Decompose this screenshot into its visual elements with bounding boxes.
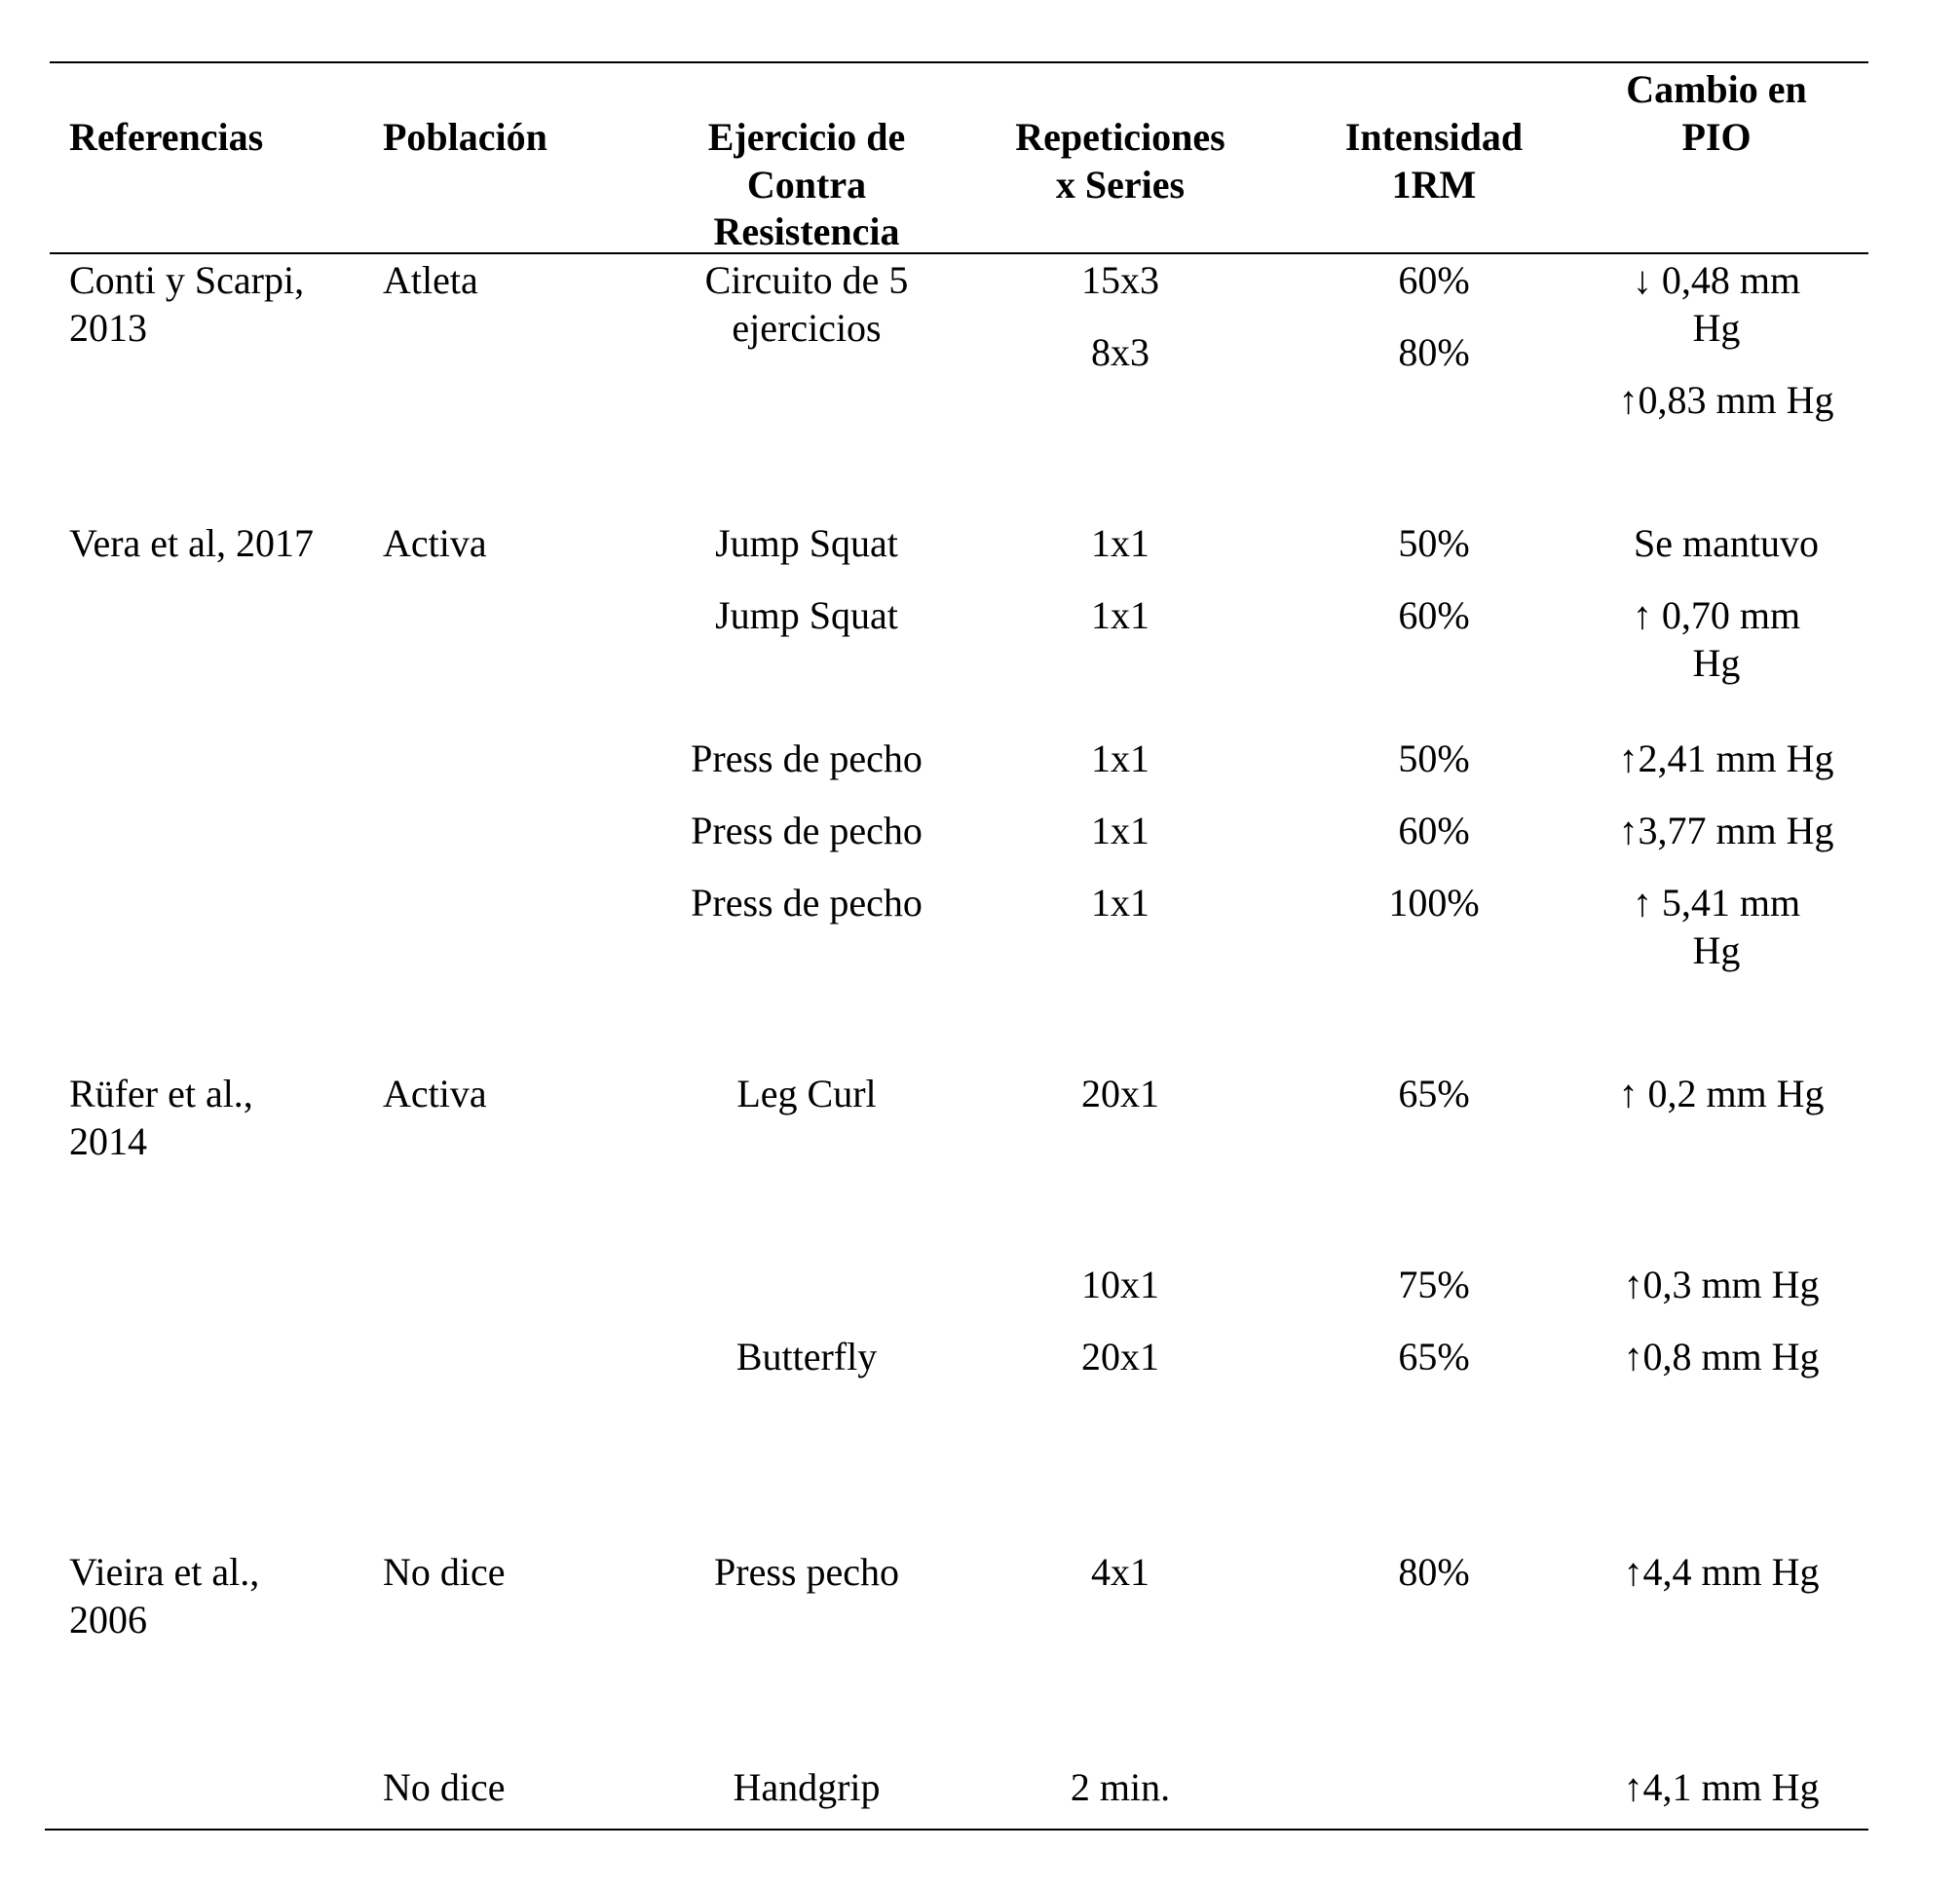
header-cambio-pio-line2: PIO — [1681, 115, 1752, 159]
vera-intensidad-1: 50% — [1398, 521, 1470, 565]
rufer-intensidad-2: 75% — [1398, 1263, 1470, 1306]
vera-cambio-pio-3: ↑2,41 mm Hg — [1618, 736, 1834, 780]
conti-repeticiones-b: 8x3 — [1091, 330, 1150, 374]
conti-cambio-pio-a-line1: ↓ 0,48 mm — [1632, 258, 1801, 302]
vera-cambio-pio-1: Se mantuvo — [1634, 521, 1819, 565]
vera-cambio-pio-5-line1: ↑ 5,41 mm — [1632, 881, 1801, 925]
header-referencias: Referencias — [69, 115, 264, 159]
rufer-intensidad-3: 65% — [1398, 1335, 1470, 1378]
rufer-referencia-line2: 2014 — [69, 1119, 147, 1163]
vera-repeticiones-3: 1x1 — [1091, 736, 1150, 780]
vieira-poblacion-2: No dice — [383, 1765, 506, 1809]
conti-intensidad-a: 60% — [1398, 258, 1470, 302]
rufer-poblacion: Activa — [383, 1072, 487, 1115]
vera-intensidad-2: 60% — [1398, 593, 1470, 637]
vieira-intensidad-1: 80% — [1398, 1550, 1470, 1594]
rufer-cambio-pio-3: ↑0,8 mm Hg — [1623, 1335, 1820, 1378]
header-ejercicio-line2: Contra — [746, 163, 867, 207]
rufer-repeticiones-1: 20x1 — [1081, 1072, 1159, 1115]
vera-ejercicio-2: Jump Squat — [715, 593, 898, 637]
header-repeticiones-line1: Repeticiones — [1015, 115, 1225, 159]
vera-intensidad-5: 100% — [1388, 881, 1480, 925]
vera-intensidad-4: 60% — [1398, 809, 1470, 852]
vieira-repeticiones-1: 4x1 — [1091, 1550, 1150, 1594]
header-intensidad-line2: 1RM — [1391, 163, 1477, 207]
header-intensidad-line1: Intensidad — [1344, 115, 1524, 159]
rufer-cambio-pio-2: ↑0,3 mm Hg — [1623, 1263, 1820, 1306]
bottom-rule — [45, 1829, 1868, 1831]
conti-ejercicio-line2: ejercicios — [732, 306, 882, 350]
conti-cambio-pio-a-line2: Hg — [1692, 306, 1741, 350]
conti-referencia-line2: 2013 — [69, 306, 147, 350]
header-ejercicio-line3: Resistencia — [713, 209, 900, 253]
vera-ejercicio-4: Press de pecho — [691, 809, 923, 852]
vera-repeticiones-5: 1x1 — [1091, 881, 1150, 925]
vera-ejercicio-5: Press de pecho — [691, 881, 923, 925]
header-poblacion: Población — [383, 115, 547, 159]
vieira-referencia-line1: Vieira et al., — [69, 1550, 260, 1594]
header-repeticiones-line2: x Series — [1055, 163, 1186, 207]
vera-repeticiones-4: 1x1 — [1091, 809, 1150, 852]
vieira-referencia-line2: 2006 — [69, 1598, 147, 1642]
rufer-intensidad-1: 65% — [1398, 1072, 1470, 1115]
vieira-cambio-pio-2: ↑4,1 mm Hg — [1623, 1765, 1820, 1809]
rufer-ejercicio-1: Leg Curl — [736, 1072, 877, 1115]
vera-ejercicio-1: Jump Squat — [715, 521, 898, 565]
vera-repeticiones-2: 1x1 — [1091, 593, 1150, 637]
vera-cambio-pio-5-line2: Hg — [1692, 928, 1741, 972]
top-rule — [50, 61, 1868, 63]
vieira-repeticiones-2: 2 min. — [1070, 1765, 1171, 1809]
vera-poblacion: Activa — [383, 521, 487, 565]
conti-referencia-line1: Conti y Scarpi, — [69, 258, 305, 302]
conti-poblacion: Atleta — [383, 258, 478, 302]
vieira-ejercicio-1: Press pecho — [714, 1550, 899, 1594]
vera-repeticiones-1: 1x1 — [1091, 521, 1150, 565]
rufer-cambio-pio-1: ↑ 0,2 mm Hg — [1618, 1072, 1825, 1115]
vera-cambio-pio-4: ↑3,77 mm Hg — [1618, 809, 1834, 852]
rufer-repeticiones-2: 10x1 — [1081, 1263, 1159, 1306]
rufer-ejercicio-3: Butterfly — [735, 1335, 878, 1378]
vera-cambio-pio-2-line2: Hg — [1692, 641, 1741, 685]
vera-referencia: Vera et al, 2017 — [69, 521, 315, 565]
rufer-repeticiones-3: 20x1 — [1081, 1335, 1159, 1378]
conti-repeticiones-a: 15x3 — [1081, 258, 1159, 302]
vera-ejercicio-3: Press de pecho — [691, 736, 923, 780]
vera-intensidad-3: 50% — [1398, 736, 1470, 780]
vieira-poblacion-1: No dice — [383, 1550, 506, 1594]
vieira-ejercicio-2: Handgrip — [733, 1765, 881, 1809]
header-ejercicio-line1: Ejercicio de — [707, 115, 906, 159]
rufer-referencia-line1: Rüfer et al., — [69, 1072, 253, 1115]
vera-cambio-pio-2-line1: ↑ 0,70 mm — [1632, 593, 1801, 637]
conti-ejercicio-line1: Circuito de 5 — [704, 258, 909, 302]
conti-intensidad-b: 80% — [1398, 330, 1470, 374]
conti-cambio-pio-b: ↑0,83 mm Hg — [1618, 378, 1834, 422]
header-cambio-pio-line1: Cambio en — [1626, 67, 1807, 111]
vieira-cambio-pio-1: ↑4,4 mm Hg — [1623, 1550, 1820, 1594]
